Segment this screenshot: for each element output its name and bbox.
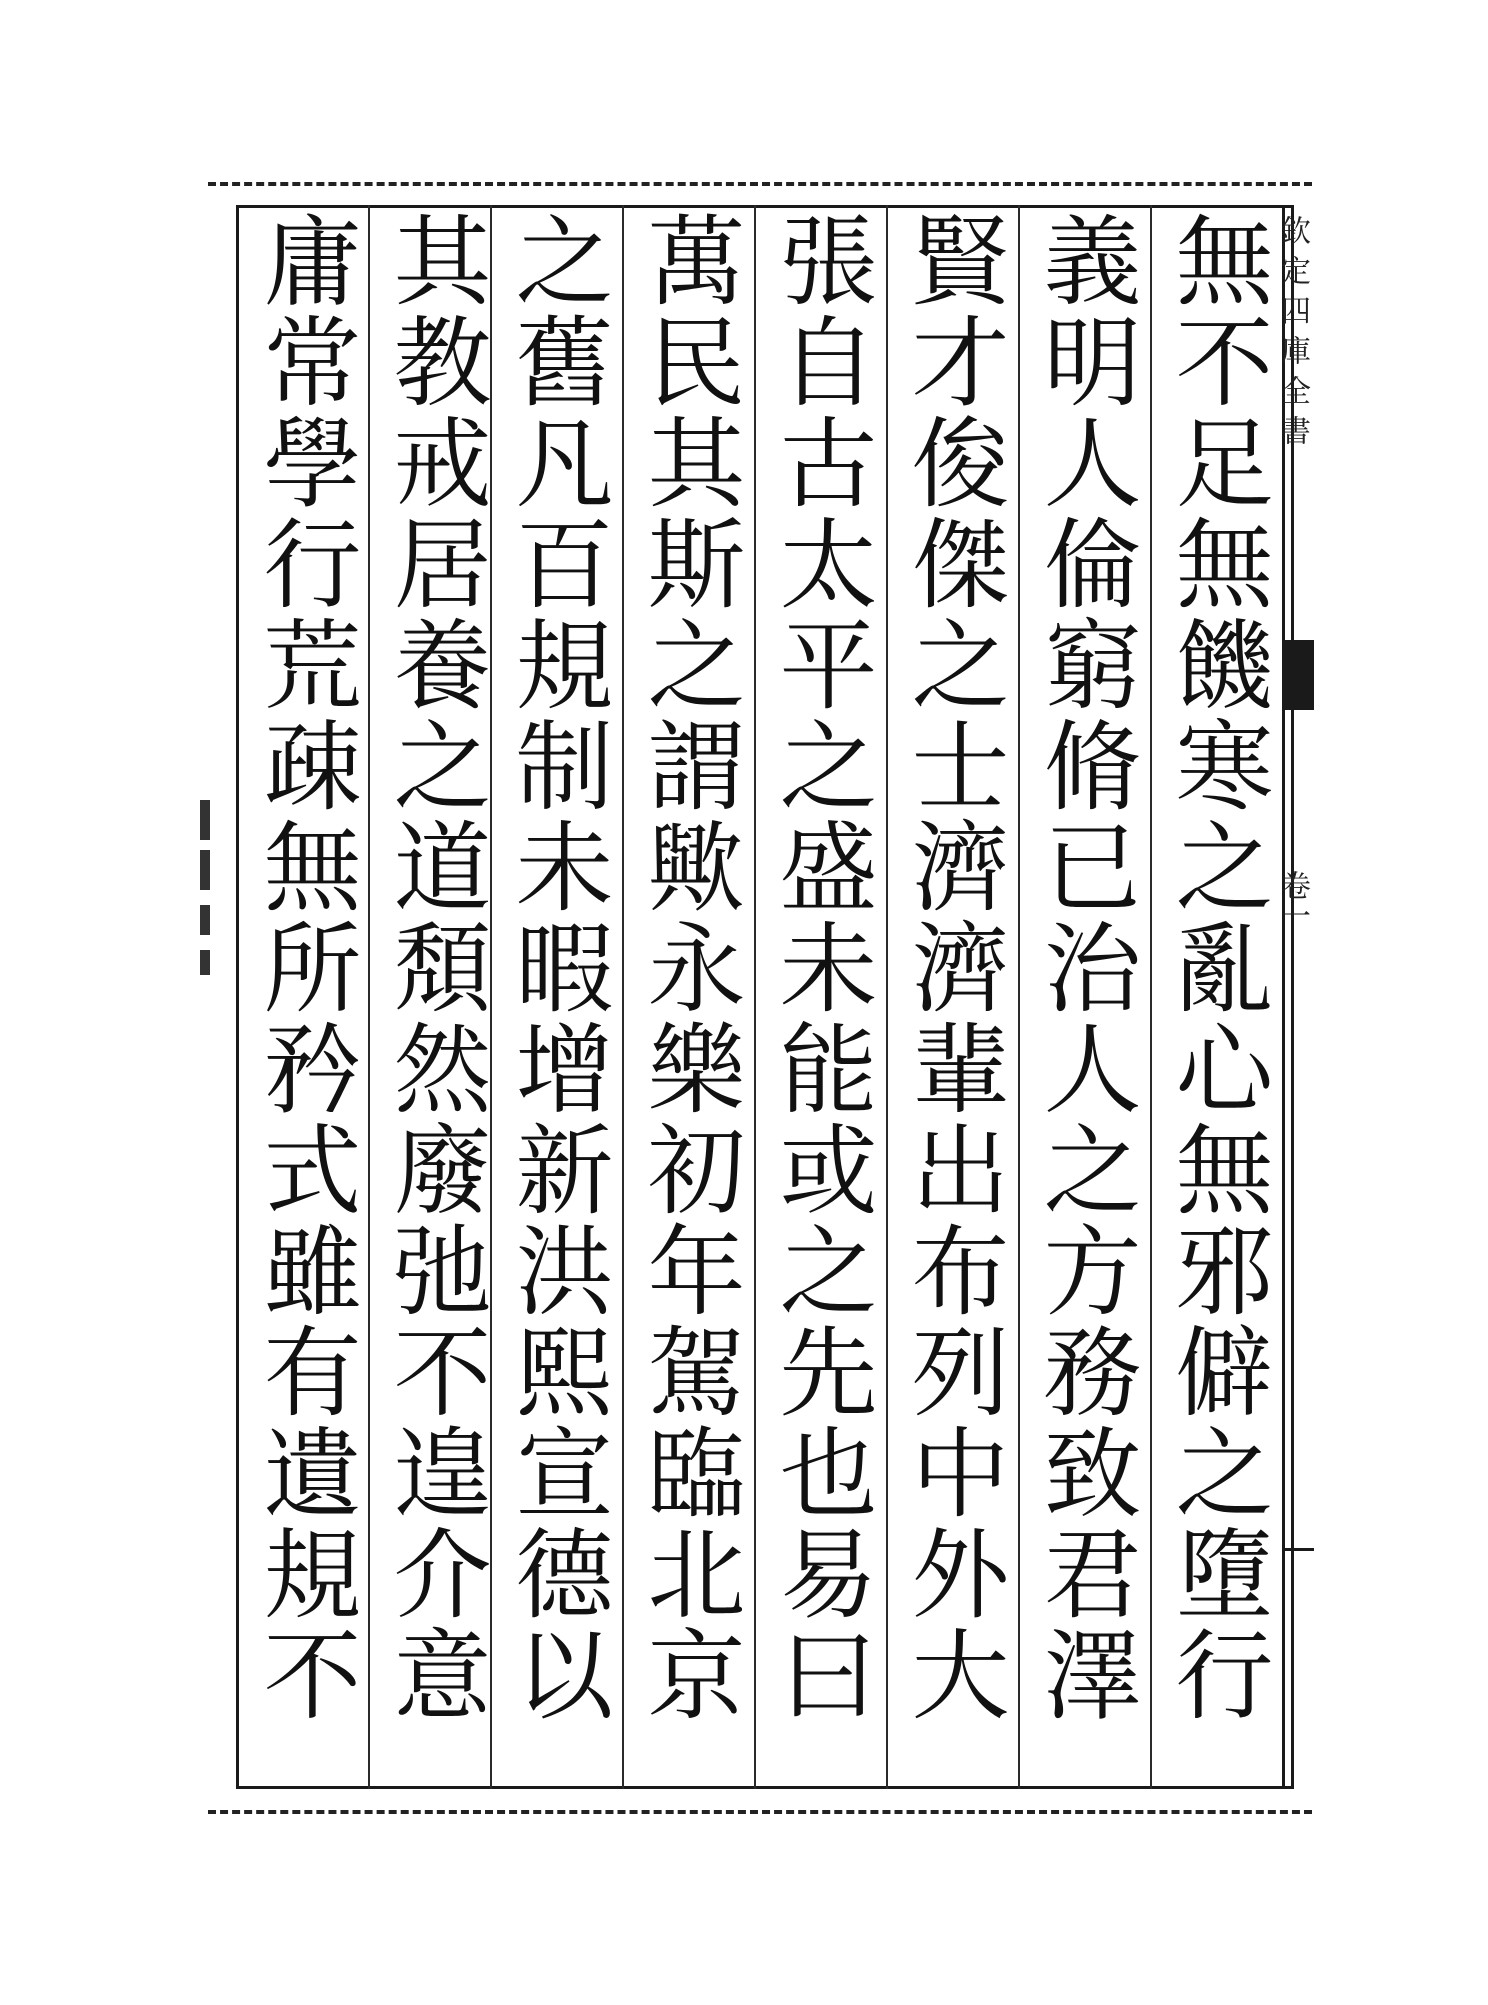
ink-smudge	[200, 800, 210, 840]
text-column-3: 賢才俊傑之士濟濟輩出布列中外大	[895, 210, 1009, 1725]
column-divider	[1018, 205, 1020, 1789]
text-column-1: 無不足無饑寒之亂心無邪僻之墮行	[1159, 210, 1273, 1725]
column-divider	[754, 205, 756, 1789]
text-column-2: 義明人倫窮脩已治人之方務致君澤	[1027, 210, 1141, 1725]
margin-book-title: 欽定四庫全書	[1275, 215, 1310, 455]
text-column-7: 其教戒居養之道頽然廢弛不遑介意	[377, 210, 491, 1725]
ink-smudge	[200, 950, 210, 975]
ink-smudge	[200, 850, 210, 890]
margin-tick-line	[1284, 1548, 1314, 1551]
text-column-6: 之舊凡百規制未暇增新洪熙宣德以	[499, 210, 613, 1725]
text-column-4: 張自古太平之盛未能或之先也易曰	[763, 210, 877, 1725]
column-divider	[1150, 205, 1152, 1789]
fish-tail-mark	[1284, 640, 1314, 710]
ink-smudge	[200, 905, 210, 935]
margin-volume-label: 卷一	[1275, 870, 1310, 930]
top-border-line	[208, 182, 1312, 186]
column-divider	[368, 205, 370, 1789]
column-divider	[886, 205, 888, 1789]
text-column-8: 庸常學行荒疎無所矜式雖有遺規不	[247, 210, 361, 1725]
bottom-border-line	[208, 1810, 1312, 1814]
text-column-5: 萬民其斯之謂歟永樂初年駕臨北京	[631, 210, 745, 1725]
column-divider	[622, 205, 624, 1789]
